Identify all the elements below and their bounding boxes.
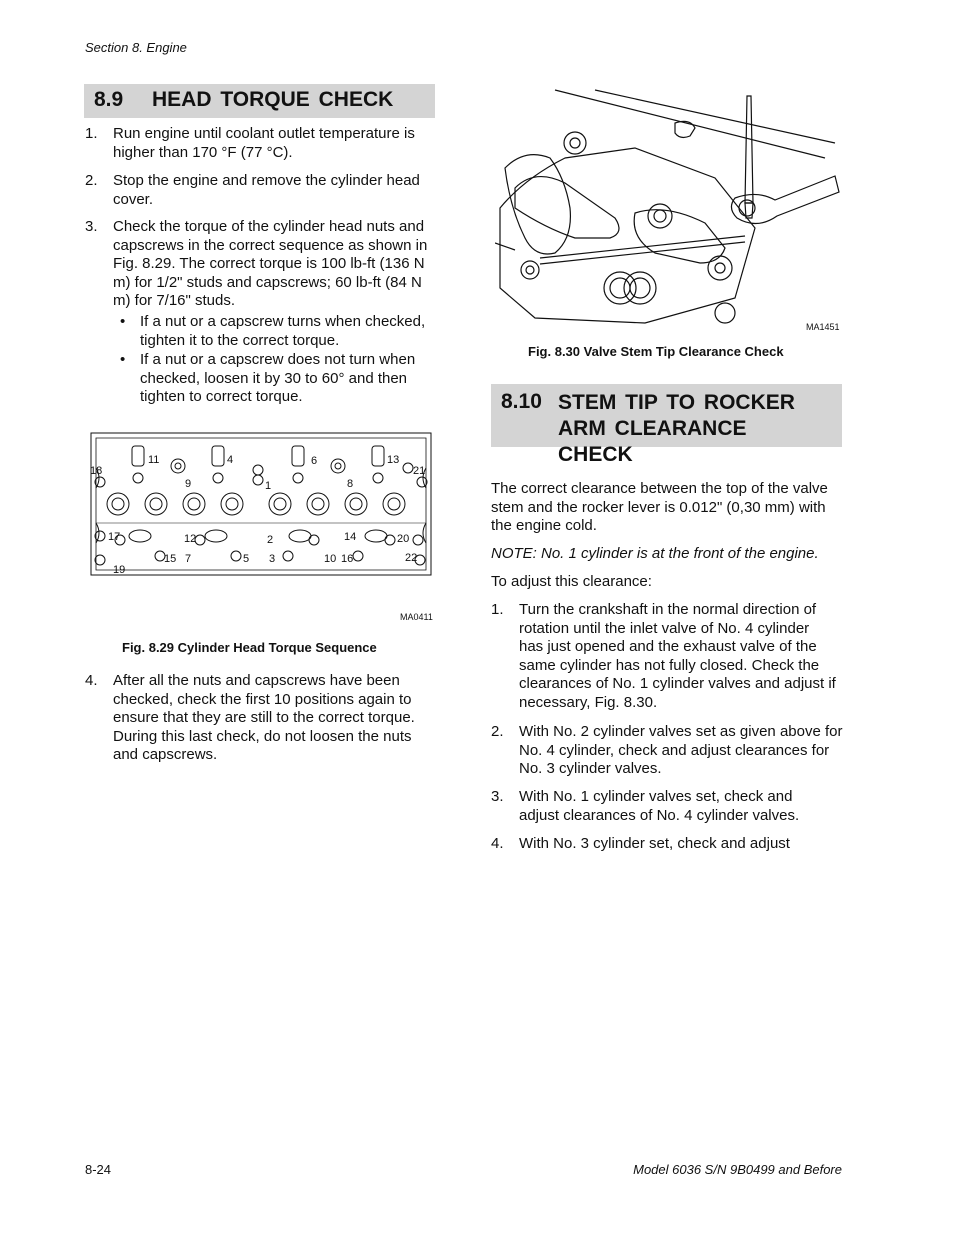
- torque-label: 20: [397, 533, 410, 545]
- section-title-line: ARM CLEARANCE: [558, 417, 747, 440]
- list-text: With No. 1 cylinder valves set, check and adjust clearances of No. 4 cylinder valves.: [519, 788, 800, 824]
- torque-label: 16: [341, 553, 354, 565]
- torque-label: 9: [185, 478, 192, 490]
- torque-label: 14: [344, 531, 357, 543]
- section-title-line: STEM TIP TO ROCKER: [558, 391, 795, 414]
- torque-label: 17: [108, 531, 121, 543]
- torque-label: 18: [90, 465, 103, 477]
- torque-label: 3: [269, 553, 276, 565]
- cylinder-head-diagram: [88, 428, 436, 580]
- list-number: 3.: [85, 218, 98, 235]
- section-title: [558, 390, 818, 468]
- torque-label: 15: [164, 553, 177, 565]
- list-text: Turn the crankshaft in the normal direction of rotation until the inlet valve of No. 4 cylinder has just opened and the exhaust valve of the same cylinder has not fully closed. Check the clearances of No. 1 cylinder valves and adjust if necessary, Fig. 8.30.: [519, 601, 836, 711]
- section-number: 8.9: [94, 88, 124, 111]
- running-header: Section 8. Engine: [85, 40, 187, 55]
- torque-label: 11: [148, 454, 160, 466]
- list-number: 2.: [491, 723, 504, 740]
- torque-label: 6: [311, 455, 318, 467]
- section-heading-8-9: [84, 84, 435, 118]
- torque-label: 12: [184, 533, 197, 545]
- valve-stem-illustration: [495, 88, 840, 328]
- page-number: 8-24: [85, 1162, 112, 1177]
- section-title-line: CHECK: [558, 443, 633, 466]
- list-number: 2.: [85, 172, 98, 189]
- figure-caption: Fig. 8.29 Cylinder Head Torque Sequence: [122, 640, 377, 655]
- intro-paragraph: The correct clearance between the top of the valve stem and the rocker lever is 0.012" (0,30 mm) with the engine cold.: [491, 480, 828, 535]
- list-number: 1.: [85, 125, 98, 142]
- torque-label: 5: [243, 553, 250, 565]
- torque-label: 10: [324, 553, 337, 565]
- bullet-text: If a nut or a capscrew turns when checked, tighten it to the correct torque.: [140, 313, 426, 349]
- bullet-dot: •: [120, 351, 126, 368]
- torque-label: 21: [413, 465, 426, 477]
- list-text: With No. 3 cylinder set, check and adjust: [519, 835, 790, 852]
- torque-label: 19: [113, 564, 126, 576]
- torque-label: 1: [265, 480, 272, 492]
- torque-label: 22: [405, 552, 418, 564]
- lead-text: To adjust this clearance:: [491, 573, 652, 590]
- list-text: Run engine until coolant outlet temperature is higher than 170 °F (77 °C).: [113, 125, 415, 161]
- model-footer: Model 6036 S/N 9B0499 and Before: [633, 1162, 842, 1177]
- section-heading-8-10: [491, 384, 842, 466]
- list-text: After all the nuts and capscrews have been checked, check the first 10 positions again to ensure that they are still to the correct torque. During this last check, do not loosen the nuts and capscrews.: [113, 672, 415, 764]
- list-text: Stop the engine and remove the cylinder head cover.: [113, 172, 420, 208]
- torque-label: 2: [267, 534, 274, 546]
- figure-code: MA1451: [806, 322, 840, 332]
- bullet-dot: •: [120, 313, 126, 330]
- torque-label: 7: [185, 553, 192, 565]
- note-text: NOTE: No. 1 cylinder is at the front of the engine.: [491, 545, 819, 562]
- list-number: 1.: [491, 601, 504, 618]
- list-text: With No. 2 cylinder valves set as given above for No. 4 cylinder, check and adjust clearances for No. 3 cylinder valves.: [519, 723, 843, 778]
- torque-label: 4: [227, 454, 234, 466]
- section-title: HEAD TORQUE CHECK: [152, 88, 394, 111]
- list-text: Check the torque of the cylinder head nuts and capscrews in the correct sequence as shown in Fig. 8.29. The correct torque is 100 lb-ft (136 N m) for 1/2" studs and capscrews; 60 lb-ft (84 N m) for 7/16" studs.: [113, 218, 428, 310]
- figure-code: MA0411: [400, 612, 433, 622]
- list-number: 3.: [491, 788, 504, 805]
- list-number: 4.: [85, 672, 98, 689]
- figure-caption: Fig. 8.30 Valve Stem Tip Clearance Check: [528, 344, 784, 359]
- torque-label: 13: [387, 454, 400, 466]
- list-number: 4.: [491, 835, 504, 852]
- bullet-text: If a nut or a capscrew does not turn when checked, loosen it by 30 to 60° and then tighten to correct torque.: [140, 351, 416, 406]
- section-number: 8.10: [501, 390, 542, 413]
- torque-label: 8: [347, 478, 354, 490]
